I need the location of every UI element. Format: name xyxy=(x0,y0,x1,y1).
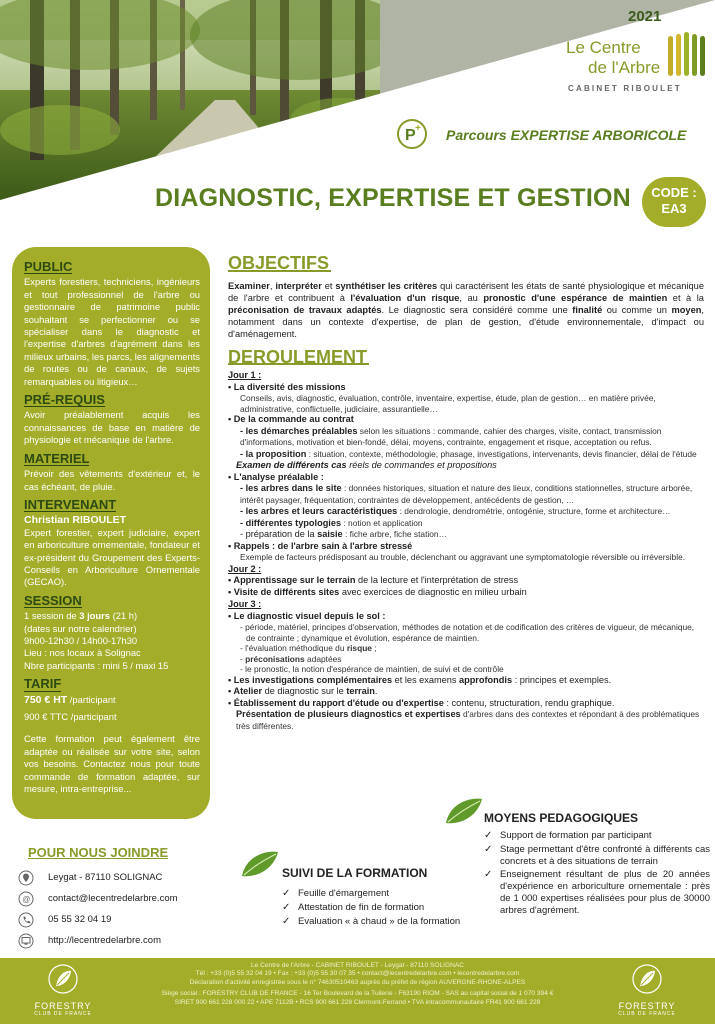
j2-item-a xyxy=(228,575,704,587)
web-link[interactable]: http://lecentredelarbre.com xyxy=(48,935,162,946)
seg: . xyxy=(374,686,378,696)
check-icon: ✓ xyxy=(282,916,291,927)
seg: : principes et exemples. xyxy=(512,674,612,685)
obj-seg: , notamment dans un contexte d'expertise, de plan de gestion, d'étude environnementale, d'impact ou d'aménagement. xyxy=(228,304,705,339)
footer-line: SIRET 900 661 228 000 22 • APE 7112B • RCS 900 661 228 Clermont-Ferrand • TVA intracommunautaire FR41 900 661 228 xyxy=(174,998,541,1006)
intervenant-text: Expert forestier, expert judiciaire, expert en arboriculture ornementale, fondateur et ex-président du Groupement des Experts-Conseils en Arboriculture Ornementale (GECAO). xyxy=(24,526,200,588)
j1-item-c: • L'analyse préalable : xyxy=(228,471,324,482)
monitor-icon xyxy=(18,933,34,949)
seg: • Atelier xyxy=(228,686,263,696)
contact-heading: POUR NOUS JOINDRE xyxy=(28,845,169,860)
code-value: EA3 xyxy=(661,201,687,216)
objectifs-text xyxy=(228,280,704,340)
seg: : notion et application xyxy=(341,517,423,528)
footer-line: Tél : +33 (0)5 55 32 04 19 • Fax : +33 (0)5 55 30 07 35 • contact@lecentredelarbre.com • lecentredelarbre.com xyxy=(195,970,520,978)
address-text: Leygat - 87110 SOLIGNAC xyxy=(48,872,163,883)
code-badge xyxy=(642,177,706,227)
suivi-item-text: Feuille d'émargement xyxy=(298,888,390,899)
jour3-heading: Jour 3 : xyxy=(228,599,262,609)
obj-seg: l'évaluation d'un risque xyxy=(350,292,460,303)
seg: : données historiques, situation et nature des lieux, conditions stationnelles, structure arborée, intérêt paysager, fréquentation, contraintes de développement, antécédents de gestion, … xyxy=(240,483,693,505)
forestry-leaf-icon xyxy=(48,964,78,994)
obj-seg: préconisation de travaux adaptés xyxy=(228,304,382,315)
footer-line: Le Centre de l'Arbre - CABINET RIBOULET - Leygat - 87110 SOLIGNAC xyxy=(250,962,465,969)
svg-text:@: @ xyxy=(22,894,31,904)
logo-bars-icon xyxy=(666,32,706,78)
page-title: DIAGNOSTIC, EXPERTISE ET GESTION xyxy=(155,184,631,212)
parcours-title: Parcours EXPERTISE ARBORICOLE xyxy=(446,127,687,143)
contact-address xyxy=(12,870,212,885)
j3-item-b xyxy=(228,675,704,687)
seg: et les examens xyxy=(392,674,459,685)
location-icon xyxy=(18,870,34,886)
forestry-brand: FORESTRY xyxy=(34,1001,92,1011)
j1-item-b3 xyxy=(228,460,704,472)
j3-item-d xyxy=(228,698,704,710)
seg: - la proposition xyxy=(240,448,307,459)
forestry-brand-sub: CLUB DE FRANCE xyxy=(618,1011,676,1017)
contact-email[interactable] xyxy=(12,891,212,906)
j3-item-a: • Le diagnostic visuel depuis le sol : xyxy=(228,610,386,621)
obj-seg: et xyxy=(321,280,336,291)
check-icon: ✓ xyxy=(282,888,291,899)
seg: : situation, contexte, méthodologie, phasage, investigations, intervenants, devis financier, délai de l'étude xyxy=(306,448,697,459)
moyens-item-text: Support de formation par participant xyxy=(500,830,652,841)
intervenant-heading: INTERVENANT xyxy=(24,496,117,512)
j1-item-b: • De la commande au contrat xyxy=(228,414,354,424)
seg: - l'évaluation méthodique du xyxy=(240,643,347,653)
check-icon: ✓ xyxy=(282,902,291,913)
obj-seg: Examiner xyxy=(228,280,270,291)
code-label: CODE : xyxy=(651,185,697,200)
forestry-leaf-icon xyxy=(632,964,662,994)
suivi-item xyxy=(282,916,472,928)
intervenant-name: Christian RIBOULET xyxy=(24,514,127,527)
email-link[interactable]: contact@lecentredelarbre.com xyxy=(48,893,178,904)
tarif-ht: 750 € HT xyxy=(24,693,68,706)
check-icon: ✓ xyxy=(484,830,493,841)
suivi-list xyxy=(282,888,472,930)
forestry-brand: FORESTRY xyxy=(618,1001,676,1011)
j3-item-e xyxy=(228,709,704,732)
obj-seg: pronostic d'une espérance de maintien xyxy=(483,292,668,303)
moyens-item xyxy=(484,830,710,842)
moyens-list xyxy=(484,830,710,919)
seg: saisie xyxy=(317,529,343,539)
seg: • Apprentissage sur le terrain xyxy=(228,575,356,585)
seg: - les arbres et leurs caractéristiques xyxy=(240,506,398,516)
forestry-logo-right xyxy=(612,964,682,1017)
obj-seg: synthétiser les critères xyxy=(335,280,438,291)
tarif-ht-suffix: /participant xyxy=(67,693,116,705)
leaf-icon xyxy=(240,850,280,880)
seg: • Établissement du rapport d'étude ou d'expertise xyxy=(228,697,444,708)
session-hours: (21 h) xyxy=(110,610,138,622)
j1-item-c1 xyxy=(228,483,704,506)
session-line3: 9h00-12h30 / 14h00-17h30 xyxy=(24,634,138,646)
obj-seg: . Le diagnostic sera considéré comme une xyxy=(381,304,573,315)
j1-item-b1 xyxy=(228,426,704,449)
tarif-ht-line xyxy=(24,694,200,706)
suivi-item xyxy=(282,902,472,914)
seg: de la lecture et l'interprétation de stress xyxy=(355,575,519,585)
moyens-item xyxy=(484,844,710,868)
session-line2: (dates sur notre calendrier) xyxy=(24,622,137,634)
j3-item-a4: - le pronostic, la notion d'espérance de maintien, de suivi et de contrôle xyxy=(240,664,504,674)
logo-line2: de l'Arbre xyxy=(588,58,661,77)
footer-text xyxy=(110,962,605,1007)
contact-web[interactable] xyxy=(12,933,212,948)
materiel-text: Prévoir des vêtements d'extérieur et, le cas échéant, de pluie. xyxy=(24,468,200,492)
prereq-heading: PRÉ-REQUIS xyxy=(24,392,105,408)
seg: Examen de différents cas xyxy=(236,460,347,470)
j1-item-d-text: Exemple de facteurs prédisposant au trouble, déclenchant ou aggravant une symptomatologie réversible ou irréversible. xyxy=(240,552,686,562)
seg: selon les situations : commande, cahier des charges, visite, contact, transmission d'informations, motivation et bien-fondé, délai, moyens, contrainte, engagement et risque, acceptation ou refus. xyxy=(240,425,662,447)
public-heading: PUBLIC xyxy=(24,259,73,274)
email-icon xyxy=(18,891,34,907)
phone-icon xyxy=(18,912,34,928)
obj-seg: et à la xyxy=(667,292,704,303)
moyens-item-text: Stage permettant d'être confronté à différents cas concrets et à des situations de terrain xyxy=(500,843,710,867)
seg: terrain xyxy=(346,686,375,696)
seg: - préparation de la xyxy=(240,529,318,539)
j1-item-c3 xyxy=(228,518,704,530)
year-label: 2021 xyxy=(628,8,662,25)
suivi-item-text: Attestation de fin de formation xyxy=(298,902,425,913)
forestry-logo-left xyxy=(28,964,98,1017)
seg: : dendrologie, dendrométrie, ontogénie, structure, forme et architecture… xyxy=(397,506,671,516)
j1-item-b2 xyxy=(228,449,704,461)
contact-phone[interactable] xyxy=(12,912,212,927)
page-footer xyxy=(0,958,715,1024)
j1-item-c2 xyxy=(228,506,704,518)
seg: - les arbres dans le site xyxy=(240,483,342,493)
jour2-heading: Jour 2 : xyxy=(228,563,262,574)
j3-item-a3 xyxy=(228,654,704,665)
phone-text[interactable]: 05 55 32 04 19 xyxy=(48,914,112,925)
tarif-heading: TARIF xyxy=(24,676,62,692)
prereq-text: Avoir préalablement acquis les connaissances de base en matière de physiologie et mécanique de l'arbre. xyxy=(24,409,200,446)
seg: réels de commandes et propositions xyxy=(346,460,497,470)
j1-item-a-text: Conseils, avis, diagnostic, évaluation, contrôle, inventaire, expertise, étude, plan de gestion… en matière privée, administrative, conflictuelle, judiciaire, assurantielle… xyxy=(240,393,656,414)
session-heading: SESSION xyxy=(24,592,82,608)
j1-item-d: • Rappels : de l'arbre sain à l'arbre stressé xyxy=(228,540,413,551)
parcours-plus-icon xyxy=(396,118,428,150)
seg: approfondis xyxy=(458,674,513,685)
seg: - différentes typologies xyxy=(240,517,342,528)
check-icon: ✓ xyxy=(484,843,493,855)
session-line1 xyxy=(24,610,200,622)
session-line5: Nbre participants : mini 5 / maxi 15 xyxy=(24,659,169,671)
obj-seg: moyen xyxy=(671,304,702,315)
j3-item-a1: - période, matériel, principes d'observation, méthodes de notation et de codification des critères de vigueur, de mécanique, de contrainte ; dynamique et évolution, espérance de maintien. xyxy=(240,622,695,643)
seg: - xyxy=(240,653,246,664)
obj-seg: qui caractérisent les états de santé physiologique et mécanique de l'arbre et contribuent à xyxy=(228,280,704,303)
main-content xyxy=(228,253,705,732)
seg: d'arbres dans des contextes et répondant à des problématiques très différentes. xyxy=(236,709,700,731)
footer-line: Déclaration d'activité enregistrée sous le n° 74630510463 auprès du préfet de région AUVERGNE-RHONE-ALPES xyxy=(189,978,526,986)
footer-line: Siège social : FORESTRY CLUB DE FRANCE - 16 Ter Boulevard de la Tuilerie - F63190 RIOM - SAS au capital social de 1 070 394 € xyxy=(161,990,554,998)
moyens-item xyxy=(484,869,710,916)
svg-text:+: + xyxy=(415,123,421,134)
seg: risque xyxy=(346,643,372,653)
seg: : contenu, structuration, rendu graphique. xyxy=(443,697,615,708)
materiel-heading: MATERIEL xyxy=(24,450,90,466)
obj-seg: finalité xyxy=(572,304,603,315)
suivi-heading: SUIVI DE LA FORMATION xyxy=(282,866,428,880)
tarif-ttc: 900 € TTC /participant xyxy=(24,711,117,722)
suivi-item xyxy=(282,888,472,900)
contact-block xyxy=(12,845,212,948)
j1-item-c4 xyxy=(228,529,704,541)
obj-seg: interpréter xyxy=(275,280,322,291)
leaf-icon xyxy=(444,797,484,827)
obj-seg: , xyxy=(269,280,276,291)
session-line1-a: 1 session de xyxy=(24,610,80,622)
seg: préconisations xyxy=(245,653,305,664)
info-sidebar xyxy=(12,247,210,819)
tarif-text: Cette formation peut également être adaptée ou réalisée sur votre site, selon vos besoins. Contactez nous pour toute commande de formation adaptée, sur mesure, intra-entreprise... xyxy=(24,733,200,795)
forestry-brand-sub: CLUB DE FRANCE xyxy=(34,1011,92,1017)
seg: ; xyxy=(371,643,377,653)
centre-arbre-logo xyxy=(566,30,706,102)
suivi-item-text: Evaluation « à chaud » de la formation xyxy=(298,916,461,927)
logo-line1: Le Centre xyxy=(566,38,641,57)
jour1-heading: Jour 1 : xyxy=(228,370,262,380)
deroulement-heading: DEROULEMENT xyxy=(228,346,367,367)
moyens-item-text: Enseignement résultant de plus de 20 années d'expérience en arboriculture ornementale : près de 1 000 expertises réalisées pour plus de 30000 arbres d'agrément. xyxy=(500,869,710,916)
seg: • Visite de différents sites xyxy=(228,586,340,597)
public-text: Experts forestiers, techniciens, ingénieurs et tout professionnel de l'arbre ou gestionnaire de patrimoine public souhaitant se perfectionner ou se spécialiser dans le diagnostic et l'expertise d'arbres d'agrément dans les milieux urbains, les parcs, les alignements de routes ou de canaux, de sujets remarquables ou litigieux… xyxy=(24,276,200,387)
objectifs-heading: OBJECTIFS xyxy=(228,253,330,273)
seg: adaptées xyxy=(304,653,342,664)
obj-seg: ou comme un xyxy=(602,304,672,315)
svg-text:P: P xyxy=(405,127,416,144)
seg: • Les investigations complémentaires xyxy=(228,674,393,685)
seg: - les démarches préalables xyxy=(240,425,358,436)
seg: Présentation de plusieurs diagnostics et expertises xyxy=(236,709,461,719)
logo-line3: CABINET RIBOULET xyxy=(568,84,682,93)
moyens-heading: MOYENS PEDAGOGIQUES xyxy=(484,811,639,825)
j3-item-a2 xyxy=(228,643,704,654)
seg: : fiche arbre, fiche station… xyxy=(342,529,447,539)
session-line4: Lieu : nos locaux à Solignac xyxy=(24,647,141,659)
obj-seg: , au xyxy=(459,292,484,303)
session-days: 3 jours xyxy=(79,610,110,622)
j2-item-b xyxy=(228,587,704,599)
seg: de diagnostic sur le xyxy=(262,686,347,696)
seg: avec exercices de diagnostic en milieu urbain xyxy=(339,586,527,597)
j1-item-a: • La diversité des missions xyxy=(228,381,346,392)
j3-item-c xyxy=(228,686,704,698)
check-icon: ✓ xyxy=(484,869,493,881)
